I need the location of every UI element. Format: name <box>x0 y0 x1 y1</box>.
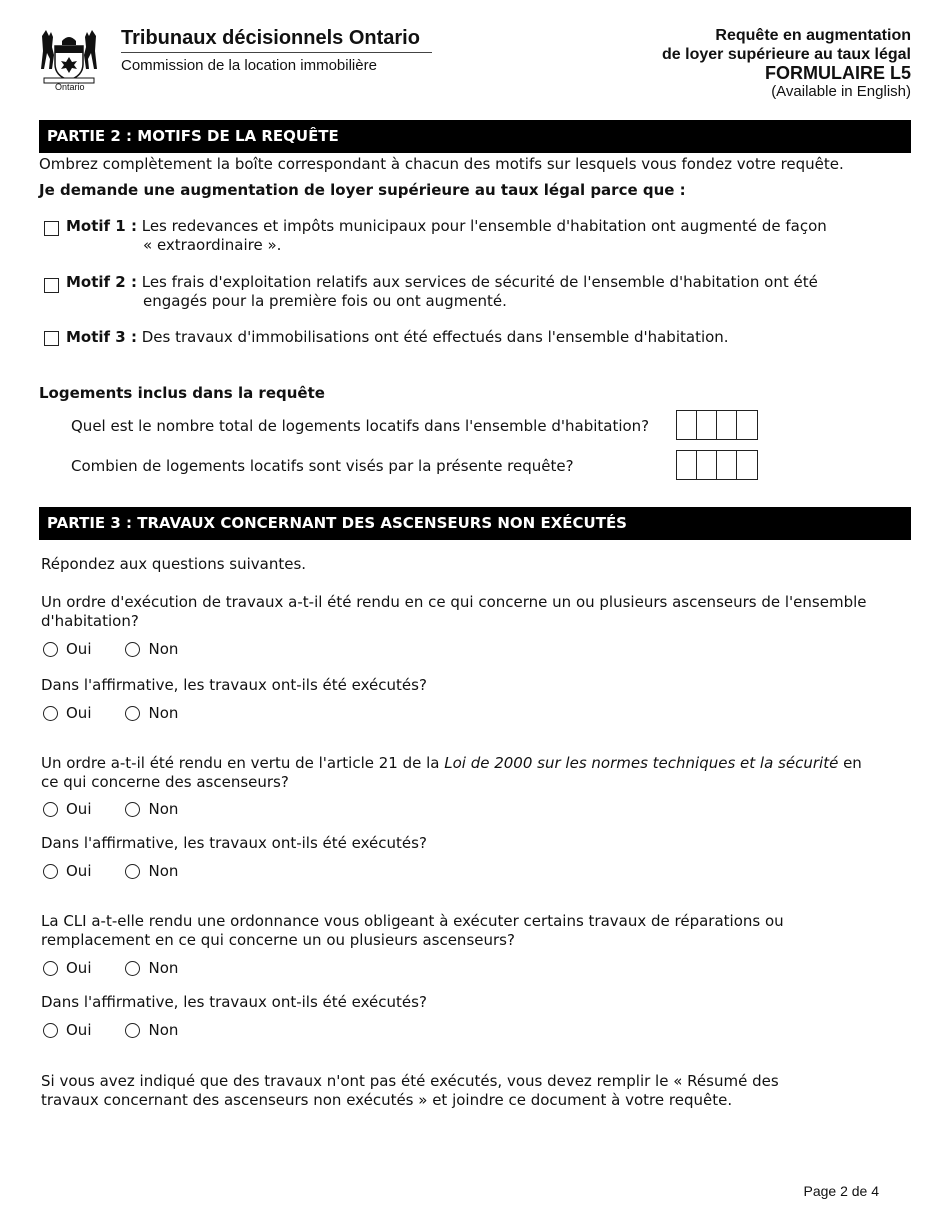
question-3-non[interactable] <box>125 959 178 977</box>
question-1-followup-non[interactable] <box>125 704 178 722</box>
motif-1-text: Les redevances et impôts municipaux pour l'ensemble d'habitation ont augmenté de façon <box>141 217 827 235</box>
question-3-line1: La CLI a-t-elle rendu une ordonnance vous obligeant à exécuter certains travaux de réparations ou <box>41 912 784 930</box>
motif-3 <box>66 328 729 347</box>
radio-button[interactable] <box>125 642 140 657</box>
question-3-options <box>43 959 178 977</box>
motif-2 <box>66 273 818 311</box>
radio-button[interactable] <box>43 961 58 976</box>
question-3-oui[interactable] <box>43 959 91 977</box>
radio-button[interactable] <box>43 706 58 721</box>
question-2-followup-non[interactable] <box>125 862 178 880</box>
option-label: Oui <box>66 1021 92 1039</box>
option-label: Oui <box>66 640 92 658</box>
radio-button[interactable] <box>43 1023 58 1038</box>
option-label: Non <box>148 959 179 977</box>
units-total-question: Quel est le nombre total de logements locatifs dans l'ensemble d'habitation? <box>71 417 650 435</box>
motif-1-label: Motif 1 : <box>66 217 137 235</box>
motif-1 <box>66 217 827 255</box>
question-2-pre: Un ordre a-t-il été rendu en vertu de l'article 21 de la <box>41 754 445 772</box>
closing-line2: travaux concernant des ascenseurs non exécutés » et joindre ce document à votre requête. <box>41 1091 733 1109</box>
question-1-non[interactable] <box>125 640 178 658</box>
question-1-followup-options <box>43 704 178 722</box>
motif-2-text-cont: engagés pour la première fois ou ont augmenté. <box>143 292 507 310</box>
motif-1-checkbox[interactable] <box>44 221 59 236</box>
header-divider <box>121 52 432 53</box>
ontario-crest-logo <box>36 26 102 92</box>
radio-button[interactable] <box>43 642 58 657</box>
question-2-act-title: Loi de 2000 sur les normes techniques et la sécurité <box>444 754 839 772</box>
units-total-input[interactable] <box>676 410 758 440</box>
question-1-options <box>43 640 178 658</box>
question-1-line2: d'habitation? <box>41 612 139 630</box>
question-2 <box>41 754 862 792</box>
radio-button[interactable] <box>43 802 58 817</box>
digit-box[interactable] <box>677 411 697 439</box>
option-label: Non <box>148 640 179 658</box>
option-label: Oui <box>66 959 92 977</box>
question-3-followup-non[interactable] <box>125 1021 178 1039</box>
motif-3-label: Motif 3 : <box>66 328 137 346</box>
radio-button[interactable] <box>125 1023 140 1038</box>
digit-box[interactable] <box>697 411 717 439</box>
radio-button[interactable] <box>125 864 140 879</box>
radio-button[interactable] <box>125 802 140 817</box>
part2-instruction: Ombrez complètement la boîte correspondant à chacun des motifs sur lesquels vous fondez votre requête. <box>39 155 844 173</box>
question-2-post: en <box>838 754 862 772</box>
question-2-followup-options <box>43 862 178 880</box>
crest-caption: Ontario <box>55 82 85 92</box>
digit-box[interactable] <box>737 411 757 439</box>
question-2-options <box>43 800 178 818</box>
form-title-line1: Requête en augmentation <box>715 27 911 44</box>
closing-note <box>41 1072 779 1110</box>
option-label: Non <box>148 800 179 818</box>
english-note: (Available in English) <box>771 83 911 100</box>
part3-intro: Répondez aux questions suivantes. <box>41 555 307 573</box>
question-3-followup-options <box>43 1021 178 1039</box>
digit-box[interactable] <box>677 451 697 479</box>
motif-2-label: Motif 2 : <box>66 273 137 291</box>
question-3 <box>41 912 784 950</box>
motif-2-checkbox[interactable] <box>44 278 59 293</box>
option-label: Oui <box>66 704 92 722</box>
radio-button[interactable] <box>125 706 140 721</box>
motif-2-text: Les frais d'exploitation relatifs aux services de sécurité de l'ensemble d'habitation ont été <box>141 273 818 291</box>
option-label: Non <box>148 1021 179 1039</box>
part3-header: PARTIE 3 : TRAVAUX CONCERNANT DES ASCENSEURS NON EXÉCUTÉS <box>39 507 911 540</box>
form-title-line2: de loyer supérieure au taux légal <box>662 46 911 63</box>
question-2-non[interactable] <box>125 800 178 818</box>
question-1-followup-oui[interactable] <box>43 704 91 722</box>
radio-button[interactable] <box>43 864 58 879</box>
question-1-followup: Dans l'affirmative, les travaux ont-ils été exécutés? <box>41 676 427 694</box>
question-3-followup-oui[interactable] <box>43 1021 91 1039</box>
question-2-line2: ce qui concerne des ascenseurs? <box>41 773 289 791</box>
digit-box[interactable] <box>717 451 737 479</box>
question-2-followup: Dans l'affirmative, les travaux ont-ils été exécutés? <box>41 834 427 852</box>
digit-box[interactable] <box>737 451 757 479</box>
motif-3-checkbox[interactable] <box>44 331 59 346</box>
closing-line1: Si vous avez indiqué que des travaux n'ont pas été exécutés, vous devez remplir le « Résumé des <box>41 1072 779 1090</box>
org-subtitle: Commission de la location immobilière <box>121 57 377 74</box>
form-code: FORMULAIRE L5 <box>765 63 911 83</box>
question-1-oui[interactable] <box>43 640 91 658</box>
motif-1-text-cont: « extraordinaire ». <box>143 236 282 254</box>
units-affected-question: Combien de logements locatifs sont visés par la présente requête? <box>71 457 574 475</box>
page-number: Page 2 de 4 <box>803 1183 879 1199</box>
question-3-line2: remplacement en ce qui concerne un ou plusieurs ascenseurs? <box>41 931 515 949</box>
question-1-line1: Un ordre d'exécution de travaux a-t-il été rendu en ce qui concerne un ou plusieurs ascenseurs de l'ensemble <box>41 593 867 611</box>
units-affected-input[interactable] <box>676 450 758 480</box>
option-label: Non <box>148 704 179 722</box>
motif-3-text: Des travaux d'immobilisations ont été effectués dans l'ensemble d'habitation. <box>141 328 729 346</box>
option-label: Oui <box>66 862 92 880</box>
org-name: Tribunaux décisionnels Ontario <box>121 27 420 49</box>
question-2-followup-oui[interactable] <box>43 862 91 880</box>
question-2-oui[interactable] <box>43 800 91 818</box>
part2-lead: Je demande une augmentation de loyer supérieure au taux légal parce que : <box>39 181 686 199</box>
digit-box[interactable] <box>717 411 737 439</box>
option-label: Non <box>148 862 179 880</box>
question-3-followup: Dans l'affirmative, les travaux ont-ils été exécutés? <box>41 993 427 1011</box>
part2-header: PARTIE 2 : MOTIFS DE LA REQUÊTE <box>39 120 911 153</box>
form-title-block <box>662 26 911 100</box>
digit-box[interactable] <box>697 451 717 479</box>
option-label: Oui <box>66 800 92 818</box>
radio-button[interactable] <box>125 961 140 976</box>
units-heading: Logements inclus dans la requête <box>39 384 325 402</box>
question-1 <box>41 593 866 631</box>
